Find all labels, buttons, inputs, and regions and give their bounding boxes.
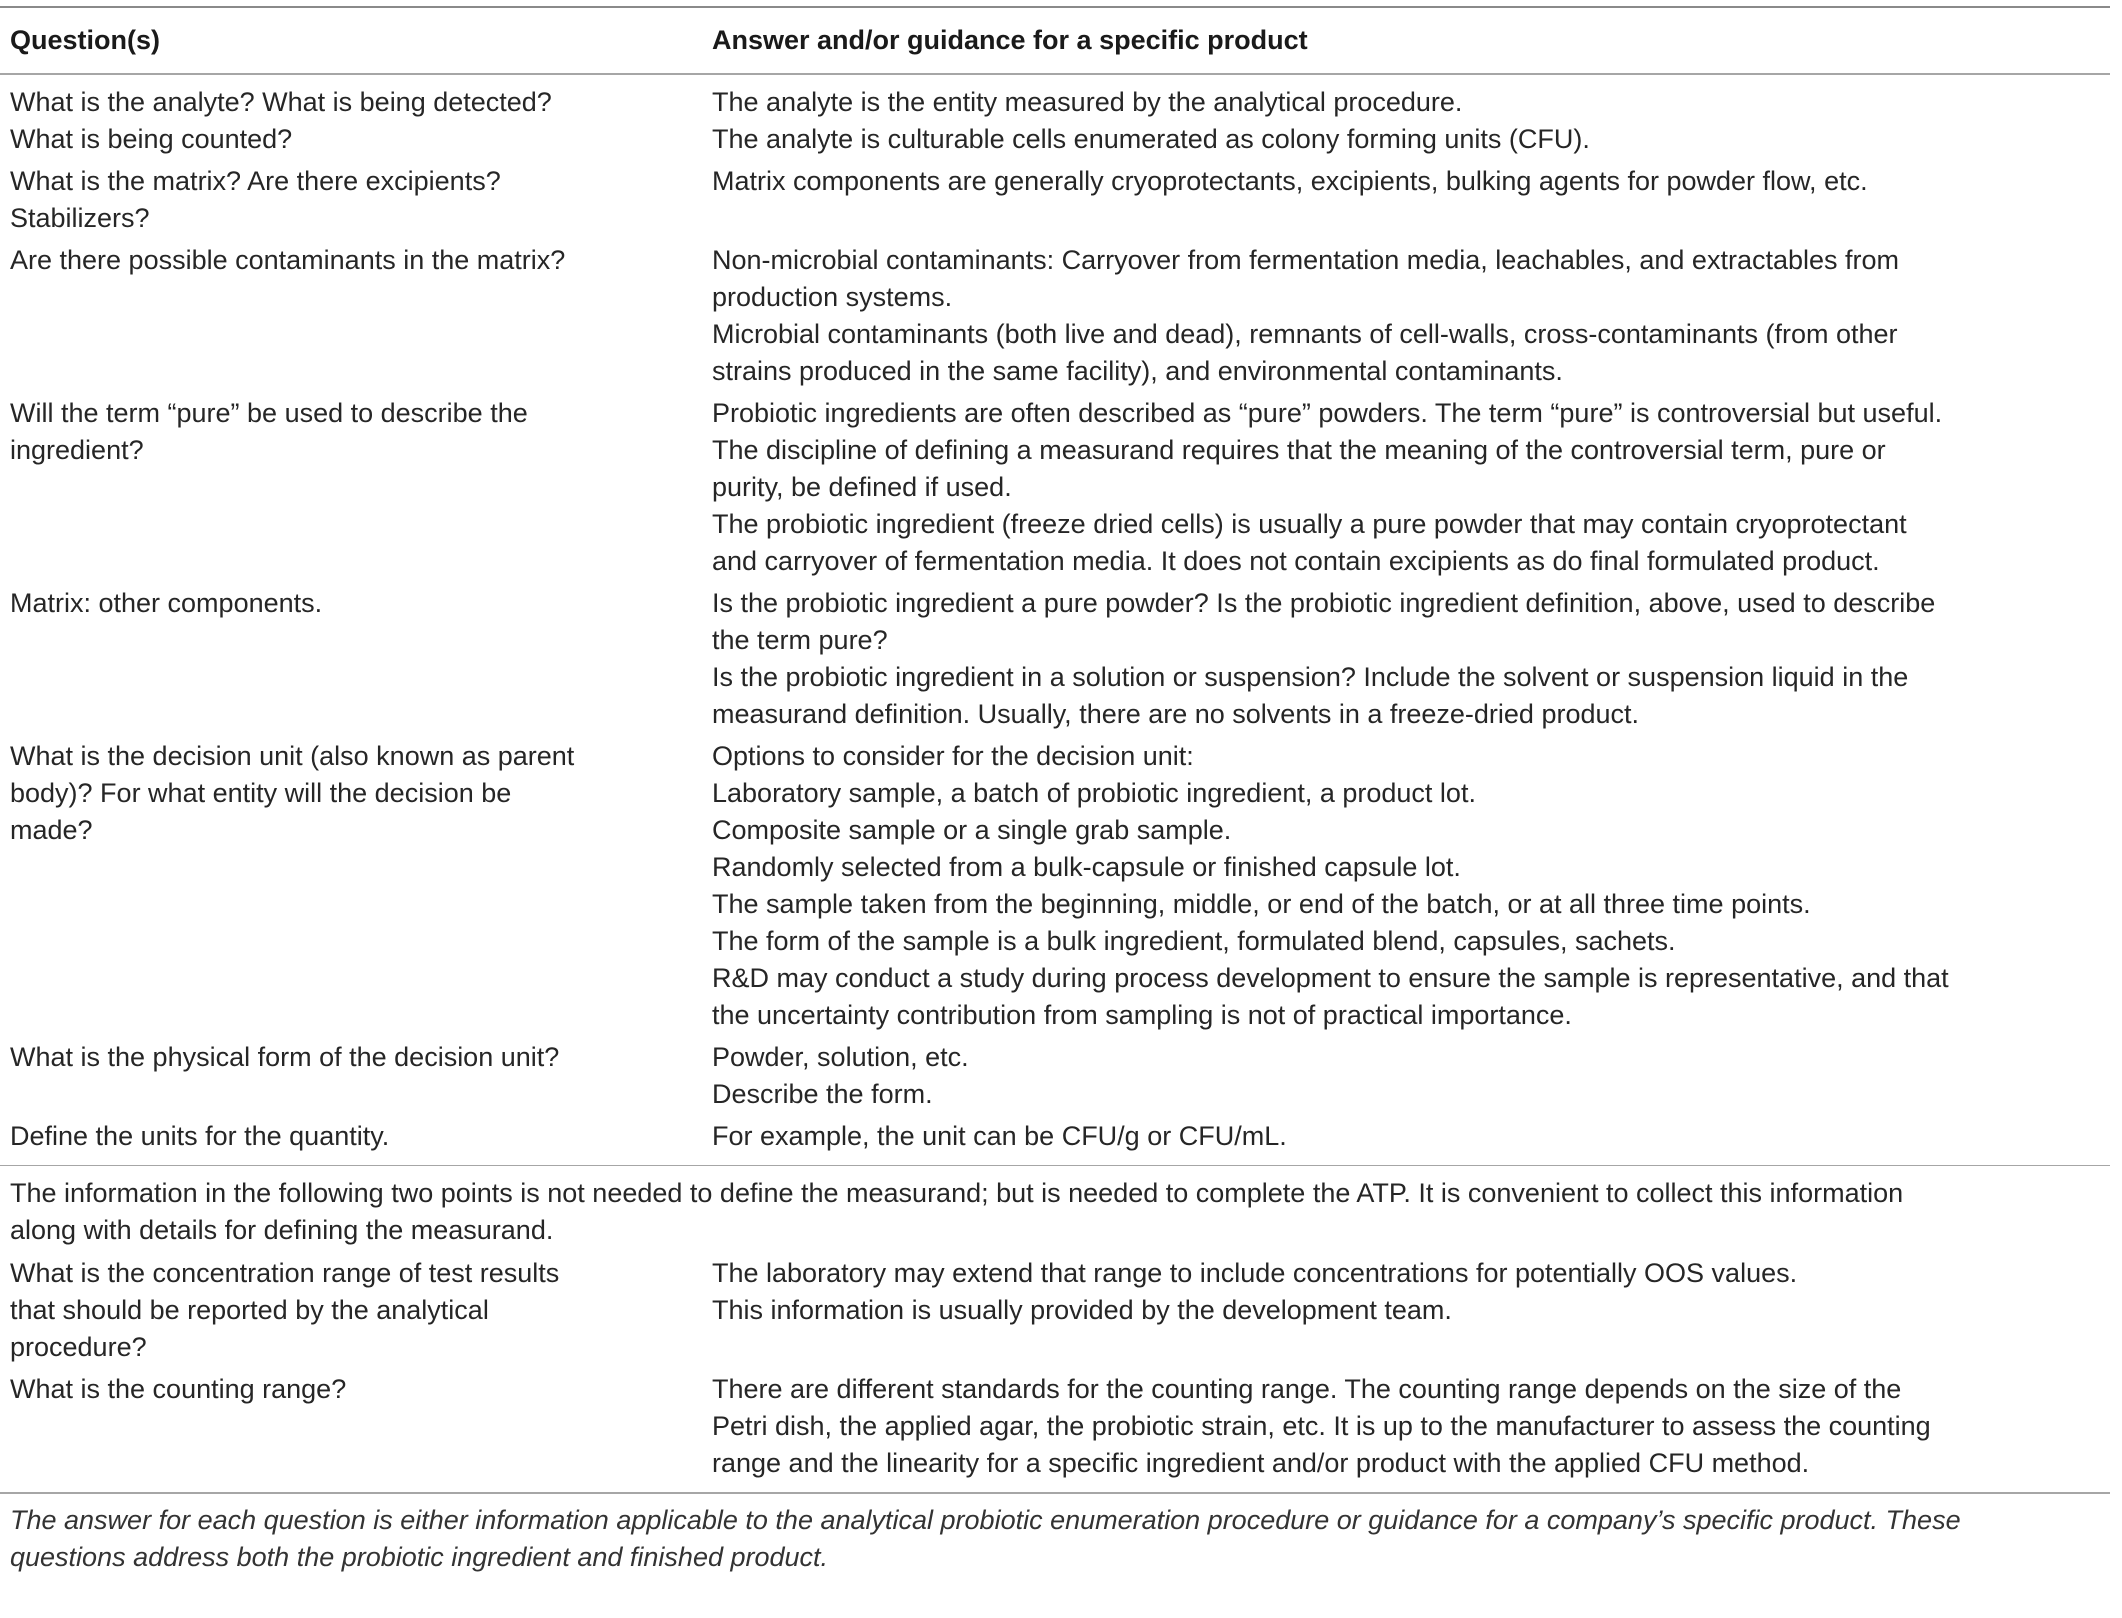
answer-line: There are different standards for the counting range. The counting range depends on the size of the — [712, 1374, 1902, 1404]
question-cell — [0, 163, 712, 237]
answer-cell — [712, 738, 2122, 1034]
table-row — [0, 738, 2122, 1034]
answer-line: Microbial contaminants (both live and dead), remnants of cell-walls, cross-contaminants (from other — [712, 318, 1898, 349]
question-line: What is the decision unit (also known as parent — [10, 740, 575, 771]
answer-line: R&D may conduct a study during process development to ensure the sample is representative, and that — [712, 962, 1949, 993]
answer-line: Probiotic ingredients are often described as “pure” powders. The term “pure” is controversial but useful. — [712, 397, 1943, 428]
answer-cell — [712, 395, 2122, 580]
answer-line: range and the linearity for a specific ingredient and/or product with the applied CFU method. — [712, 1448, 1810, 1478]
answer-line: The discipline of defining a measurand requires that the meaning of the controversial term, pure or — [712, 434, 1886, 465]
question-line: made? — [10, 814, 93, 845]
answer-cell — [712, 1371, 2122, 1482]
table-row — [0, 1371, 2122, 1482]
answer-cell — [712, 1039, 2122, 1113]
table-header-row — [0, 8, 2122, 73]
answer-line: The analyte is culturable cells enumerated as colony forming units (CFU). — [712, 123, 1590, 154]
answer-line: Non-microbial contaminants: Carryover from fermentation media, leachables, and extractables from — [712, 244, 1900, 275]
question-line: ingredient? — [10, 434, 144, 465]
note-line: The information in the following two points is not needed to define the measurand; but is needed to complete the ATP. It is convenient to collect this information — [10, 1178, 1904, 1208]
answer-line: Laboratory sample, a batch of probiotic ingredient, a product lot. — [712, 777, 1476, 808]
table-row — [0, 1255, 2122, 1366]
answer-line: The probiotic ingredient (freeze dried cells) is usually a pure powder that may contain cryoprotectant — [712, 508, 1907, 539]
answer-line: Is the probiotic ingredient in a solution or suspension? Include the solvent or suspension liquid in the — [712, 661, 1909, 692]
answer-line: strains produced in the same facility), and environmental contaminants. — [712, 355, 1563, 386]
answer-line: Options to consider for the decision unit: — [712, 740, 1194, 771]
question-line: What is the counting range? — [10, 1374, 347, 1404]
header-question: Question(s) — [10, 25, 161, 55]
answer-line: The sample taken from the beginning, middle, or end of the batch, or at all three time points. — [712, 888, 1811, 919]
question-line: Define the units for the quantity. — [10, 1120, 390, 1151]
question-line: procedure? — [10, 1332, 147, 1362]
question-cell — [0, 242, 712, 390]
question-cell — [0, 738, 712, 1034]
table-row — [0, 585, 2122, 733]
answer-line: the uncertainty contribution from sampling is not of practical importance. — [712, 999, 1572, 1030]
question-cell — [0, 395, 712, 580]
question-line: What is the analyte? What is being detected? — [10, 86, 552, 117]
question-line: body)? For what entity will the decision be — [10, 777, 512, 808]
question-cell — [0, 585, 712, 733]
answer-line: Composite sample or a single grab sample. — [712, 814, 1232, 845]
table-row — [0, 1039, 2122, 1113]
answer-line: Randomly selected from a bulk-capsule or finished capsule lot. — [712, 851, 1461, 882]
answer-line: Petri dish, the applied agar, the probiotic strain, etc. It is up to the manufacturer to assess the counting — [712, 1411, 1931, 1441]
table-row — [0, 84, 2122, 158]
answer-line: For example, the unit can be CFU/g or CFU/mL. — [712, 1120, 1287, 1151]
question-line: Are there possible contaminants in the matrix? — [10, 244, 566, 275]
answer-line: Powder, solution, etc. — [712, 1041, 969, 1072]
question-line: What is the concentration range of test results — [10, 1258, 560, 1288]
footnote-line: questions address both the probiotic ingredient and finished product. — [10, 1541, 829, 1572]
table-row — [0, 242, 2122, 390]
question-line: What is being counted? — [10, 123, 293, 154]
question-cell — [0, 1118, 712, 1155]
note-line: along with details for defining the measurand. — [10, 1215, 554, 1245]
question-cell — [0, 1371, 712, 1482]
table-row — [0, 163, 2122, 237]
answer-cell — [712, 1118, 2122, 1155]
question-line: that should be reported by the analytical — [10, 1295, 489, 1325]
answer-line: Is the probiotic ingredient a pure powder? Is the probiotic ingredient definition, above, used to describe — [712, 587, 1936, 618]
answer-line: Describe the form. — [712, 1078, 933, 1109]
answer-line: measurand definition. Usually, there are no solvents in a freeze-dried product. — [712, 698, 1640, 729]
question-line: What is the matrix? Are there excipients? — [10, 165, 501, 196]
header-answer: Answer and/or guidance for a specific product — [712, 25, 1308, 55]
answer-line: The laboratory may extend that range to include concentrations for potentially OOS values. — [712, 1258, 1798, 1288]
question-line: Stabilizers? — [10, 202, 150, 233]
footnote-line: The answer for each question is either information applicable to the analytical probiotic enumeration procedure or guidance for a company’s specific product. These — [10, 1504, 1961, 1535]
table-row — [0, 1118, 2122, 1155]
answer-cell — [712, 84, 2122, 158]
answer-cell — [712, 163, 2122, 237]
table-row — [0, 395, 2122, 580]
answer-line: The form of the sample is a bulk ingredient, formulated blend, capsules, sachets. — [712, 925, 1676, 956]
question-cell — [0, 1039, 712, 1113]
question-cell — [0, 84, 712, 158]
answer-line: The analyte is the entity measured by the analytical procedure. — [712, 86, 1463, 117]
table-body-secondary — [0, 1255, 2122, 1482]
question-line: Will the term “pure” be used to describe the — [10, 397, 528, 428]
answer-line: and carryover of fermentation media. It does not contain excipients as do final formulated product. — [712, 545, 1880, 576]
question-line: Matrix: other components. — [10, 587, 323, 618]
section-note — [0, 1166, 2110, 1255]
answer-line: Matrix components are generally cryoprotectants, excipients, bulking agents for powder flow, etc. — [712, 165, 1868, 196]
answer-cell — [712, 242, 2122, 390]
table-footnote — [0, 1494, 2110, 1576]
answer-line: the term pure? — [712, 624, 888, 655]
question-cell — [0, 1255, 712, 1366]
table-body — [0, 75, 2122, 1155]
answer-line: purity, be defined if used. — [712, 471, 1012, 502]
answer-line: production systems. — [712, 281, 953, 312]
question-line: What is the physical form of the decision unit? — [10, 1041, 560, 1072]
answer-cell — [712, 1255, 2122, 1366]
answer-cell — [712, 585, 2122, 733]
answer-line: This information is usually provided by the development team. — [712, 1295, 1452, 1325]
